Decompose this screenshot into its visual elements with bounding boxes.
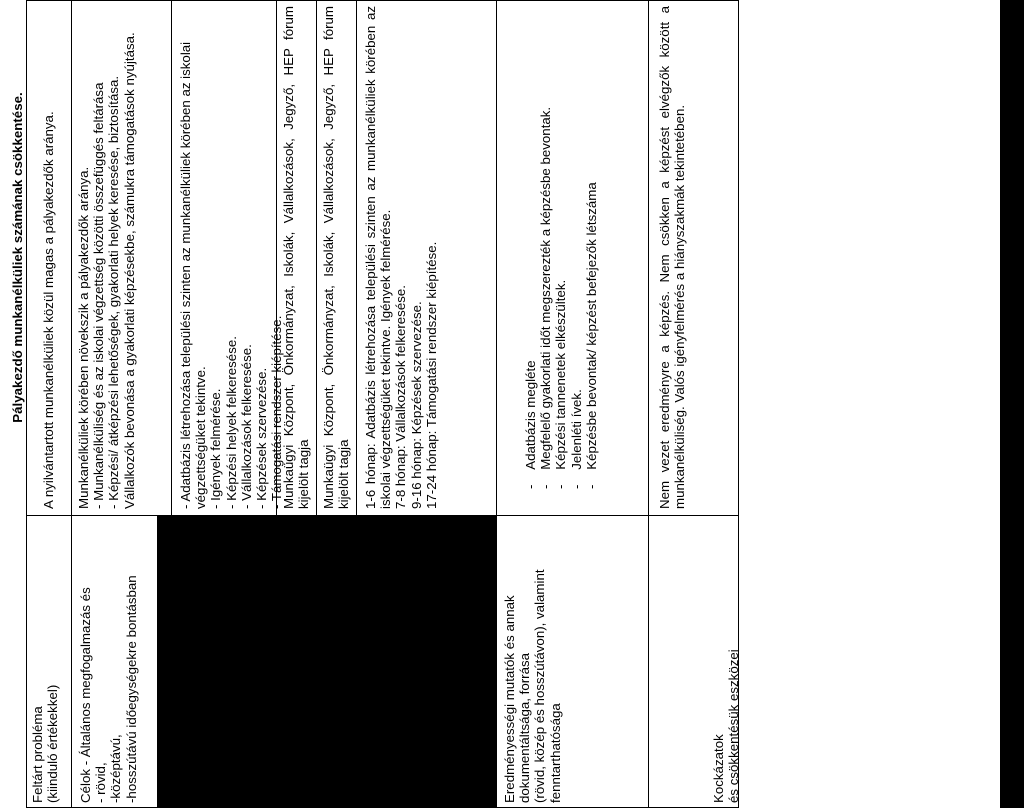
document-title: Pályakezdő munkanélküliek számának csökkentése.	[10, 92, 25, 423]
redacted-label-cell	[317, 515, 356, 808]
row-content	[76, 6, 137, 509]
content-line: - Igények felmérése.	[208, 388, 224, 509]
content-line: 9-16 hónap: Képzések szervezése.	[408, 301, 424, 509]
row-content-cell	[27, 0, 71, 515]
row-content	[657, 6, 687, 509]
content-line: - Megfelelő gyakorlati időt megszerezték a képzésbe bevontak.	[538, 106, 554, 489]
content-line: - Képzési helyek felkeresése.	[223, 336, 239, 509]
table-row	[71, 0, 171, 808]
redacted-label-cell	[157, 515, 277, 808]
scan-edge	[1000, 0, 1024, 808]
row-content	[41, 6, 56, 509]
content-line: - Képzések szervezése.	[254, 367, 270, 509]
content-line: Nem vezet eredményre a képzés. Nem csökken a képzést elvégzők között a munkanélküliség. Valós igényfelmérés a hiányszakmák tekintetében.	[657, 6, 688, 509]
row-content	[178, 6, 284, 509]
table-row	[316, 0, 356, 808]
row-label-cell	[649, 515, 742, 808]
content-line: Vállalkozók bevonása a gyakorlati képzésekbe, számukra támogatások nyújtása.	[121, 32, 137, 509]
content-line: - Adatbázis létrehozása települési szinten az munkanélküliek körében az iskolai végzettségüket tekintve.	[178, 41, 209, 509]
content-line: - Képzésbe bevontak/ képzést befejezők létszáma	[583, 182, 599, 489]
content-line: 17-24 hónap: Támogatási rendszer kiépítése.	[423, 241, 439, 509]
content-line: Munkanélküliek körében növekszik a pályakezdők aránya.	[76, 166, 91, 509]
content-line: - Képzési tannenetek elkészültek.	[553, 279, 569, 489]
row-label: Célok - Általános megfogalmazás és - rövid, -középtávú, -hosszútávú időegységekre bontásban	[78, 575, 139, 803]
table-border-bottom	[738, 0, 739, 808]
content-line: 1-6 hónap: Adatbázis létrehozása települési szinten az munkanélküliek körében az iskolai végzettségüket tekintve. Igények felmérése.	[363, 6, 394, 509]
table-row	[648, 0, 742, 808]
row-content-cell	[277, 0, 316, 515]
table-row	[496, 0, 648, 808]
content-line: - Adatbázis megléte	[523, 360, 538, 489]
row-label: Eredményességi mutatók és annak dokumentáltsága, forrása (rövid, közép és hosszútávon), valamint fenntarthatósága	[502, 569, 563, 803]
content-line: A nyilvántartott munkanélküliek közül magas a pályakezdők aránya.	[41, 111, 56, 509]
content-line: - Vállalkozások felkeresése.	[238, 344, 254, 509]
row-content-cell	[172, 0, 285, 515]
row-content	[523, 8, 599, 509]
redacted-label-cell	[357, 515, 496, 808]
row-content	[281, 6, 311, 509]
row-content	[363, 6, 439, 509]
content-line: Munkaügyi Központ, Önkormányzat, Iskolák, Vállalkozások, Jegyző, HEP fórum kijelölt tagja	[281, 6, 312, 509]
content-line: Munkaügyi Központ, Önkormányzat, Iskolák, Vállalkozások, Jegyző, HEP fórum kijelölt tagja	[321, 6, 352, 509]
row-label-cell	[497, 515, 648, 808]
row-content-cell	[649, 0, 738, 515]
table-row	[26, 0, 71, 808]
row-content-cell	[72, 0, 171, 515]
row-content	[321, 6, 351, 509]
row-label-cell	[27, 515, 71, 808]
row-label: Kockázatok és csökkentésük eszközei	[711, 649, 742, 803]
table-border-right	[26, 0, 738, 1]
content-line: - Munkanélküliség és az iskolai végzettség közötti összefüggés feltárása	[91, 82, 107, 509]
content-line: - Képzési/ átképzési lehetőségek, gyakorlati helyek keresése, biztosítása.	[106, 75, 122, 509]
content-line: 7-8 hónap: Vállalkozások felkeresése.	[393, 285, 409, 509]
row-content-cell	[317, 0, 356, 515]
table-row	[356, 0, 496, 808]
redacted-label-cell	[277, 515, 316, 808]
row-content-cell	[497, 0, 648, 515]
content-line: - Támogatási rendszer kiépítése.	[269, 315, 285, 509]
table-row	[171, 0, 285, 808]
content-line: - Jelenléti ívek.	[568, 389, 584, 489]
row-label: Feltárt probléma (kiinduló értékekkel)	[30, 684, 61, 803]
table-row	[276, 0, 316, 808]
row-content-cell	[357, 0, 496, 515]
